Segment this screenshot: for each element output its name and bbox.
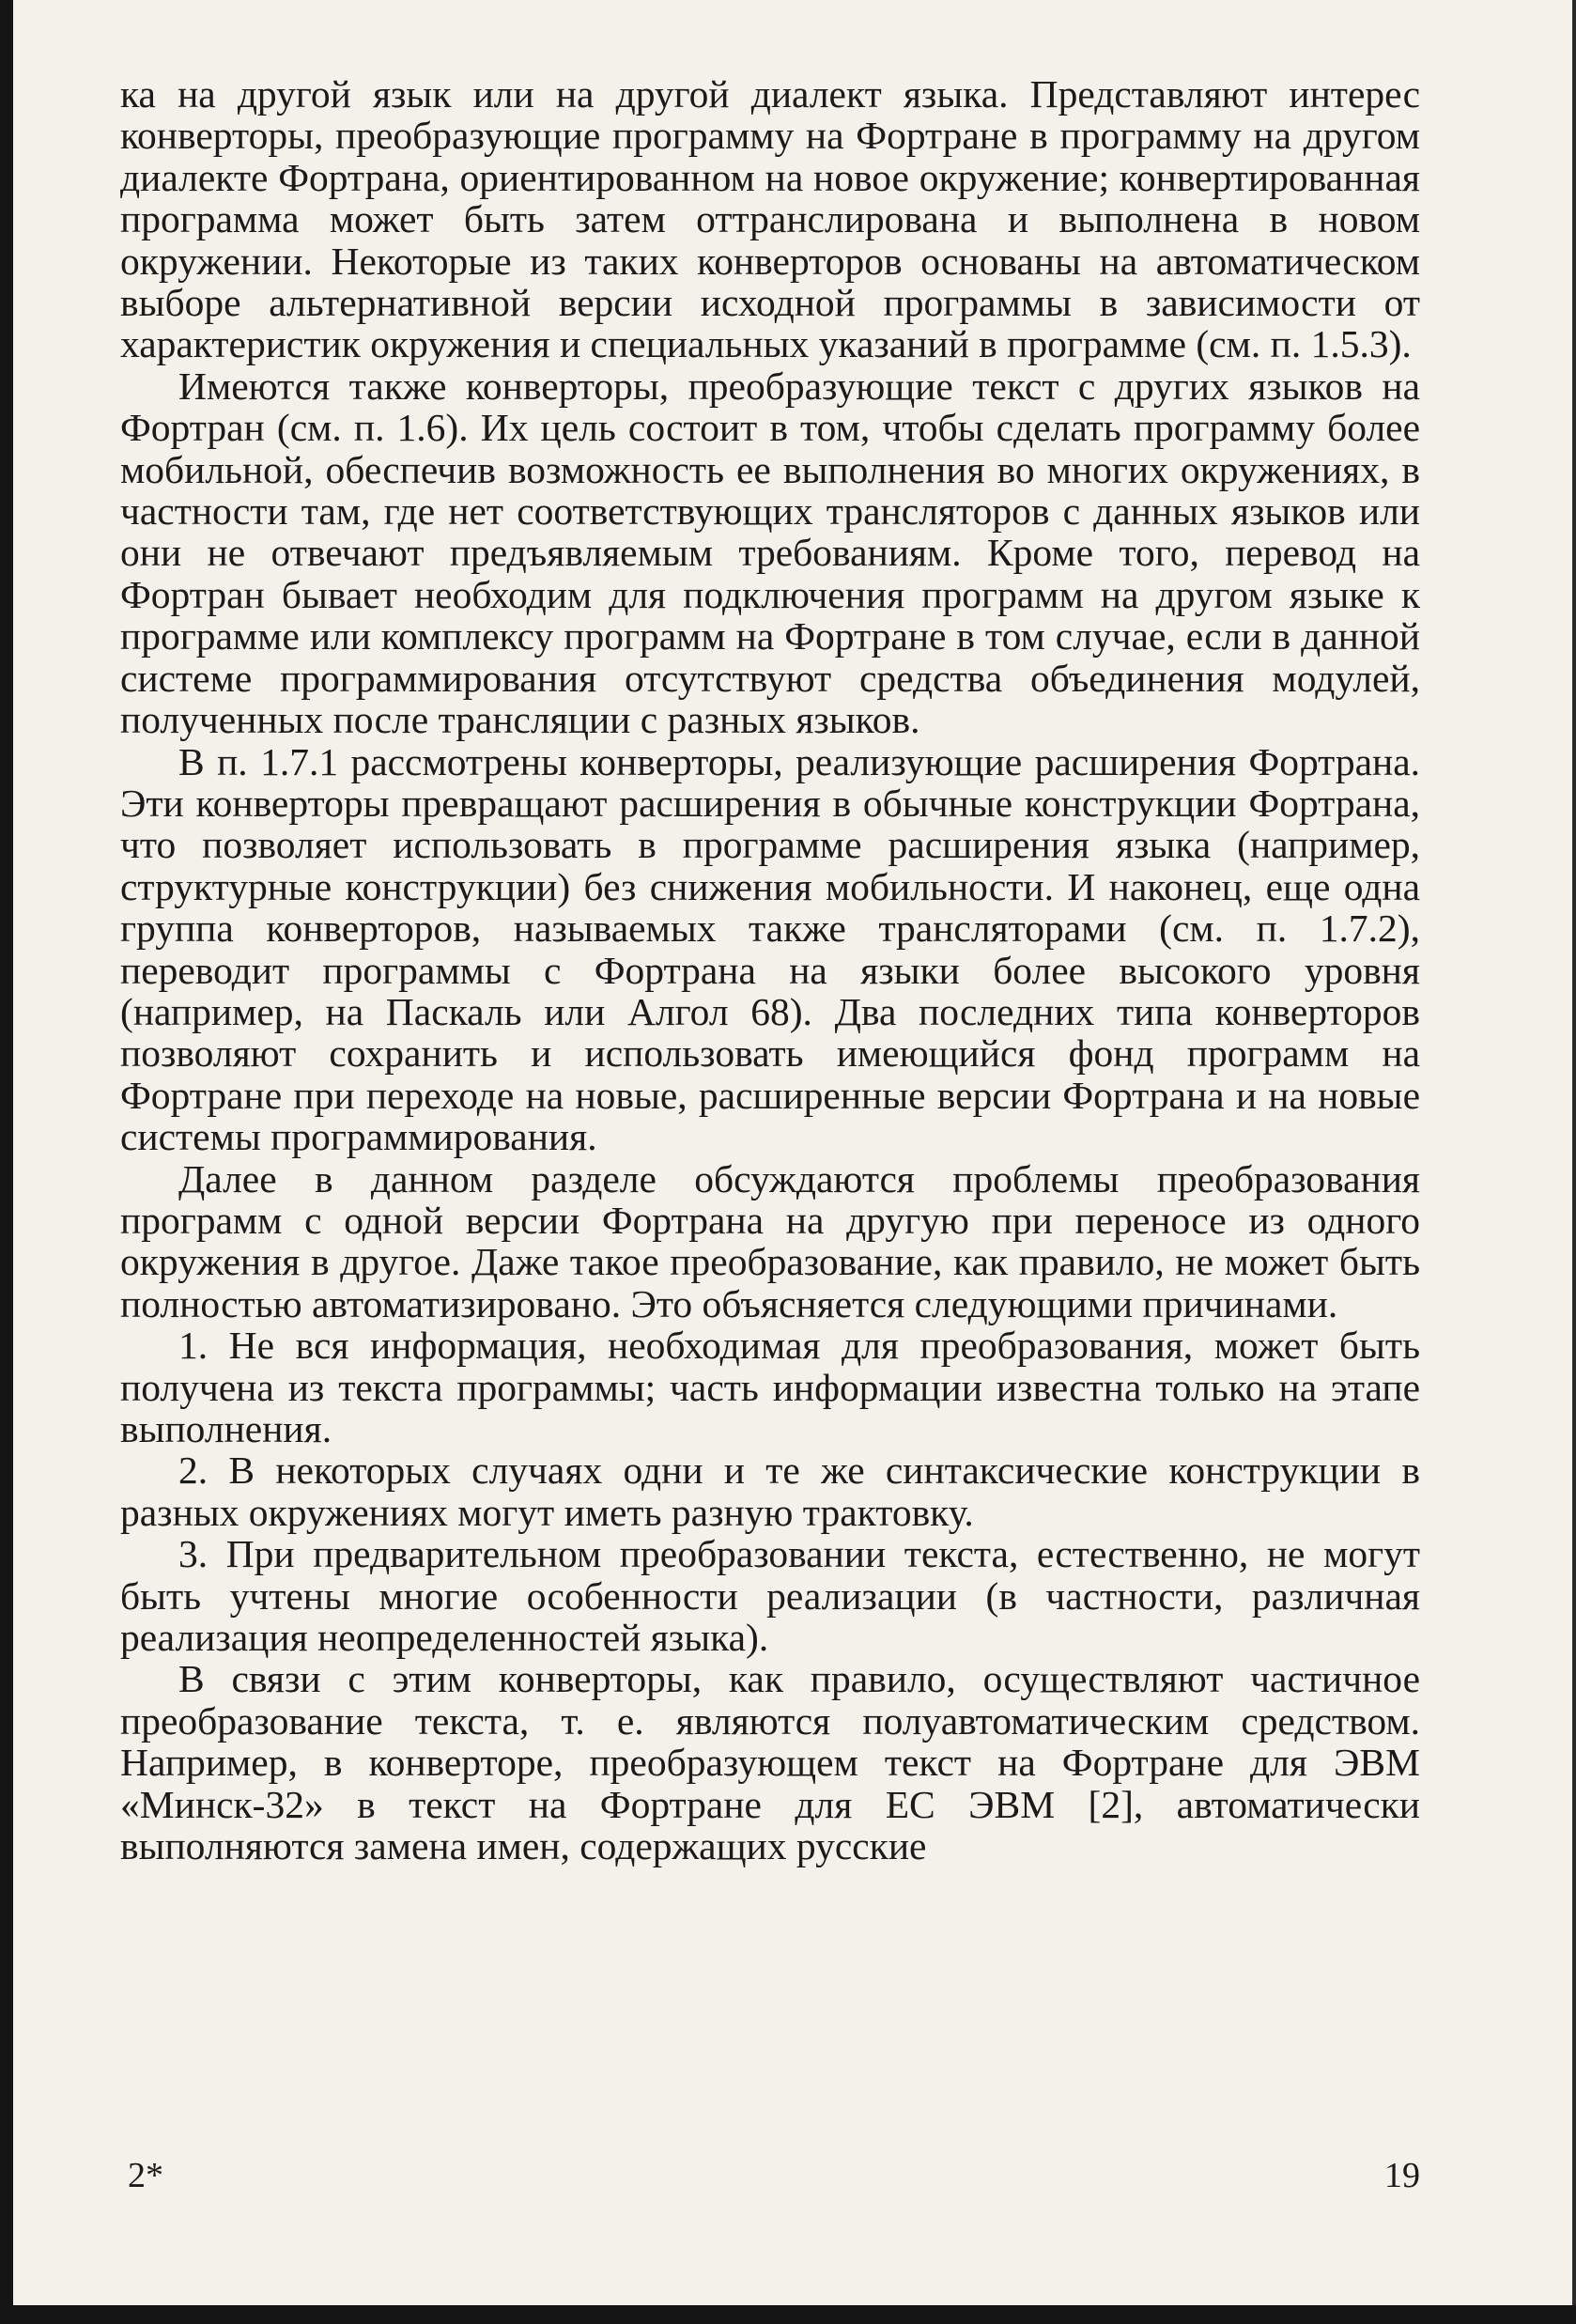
scan-edge-left	[0, 0, 13, 2324]
paragraph-other-languages: Имеются также конверторы, преобразующие текст с других языков на Фортран (см. п. 1.6). Их цель состоит в том, чтобы сделать программу более мобильной, обеспечив возможность ее выполнения во многих окружениях, в частности там, где нет соответствующих трансляторов с данных языков или они не отвечают предъявляемым требованиям. Кроме того, перевод на Фортран бывает необходим для подключения программ на другом языке к программе или комплексу программ на Фортране в том случае, если в данной системе программирования отсутствуют средства объединения модулей, полученных после трансляции с разных языков.	[120, 364, 1420, 742]
list-item-1: 1. Не вся информация, необходимая для преобразования, может быть получена из текста программы; часть информации известна только на этапе выполнения.	[120, 1324, 1420, 1450]
printer-signature-mark: 2*	[128, 2156, 163, 2195]
paragraph-partial-conversion: В связи с этим конверторы, как правило, осуществляют частичное преобразование текста, т. е. являются полуавтоматическим средством. Например, в конверторе, преобразующем текст на Фортране для ЭВМ «Минск-32» в текст на Фортране для ЕС ЭВМ [2], автоматически выполняются замена имен, содержащих русские	[120, 1657, 1420, 1868]
page-text	[120, 73, 1420, 1867]
list-item-2: 2. В некоторых случаях одни и те же синтаксические конструкции в разных окружениях могут иметь разную трактовку.	[120, 1449, 1420, 1534]
scan-edge-bottom	[0, 2305, 1576, 2324]
page-number: 19	[1384, 2156, 1420, 2195]
paragraph-problems-intro: Далее в данном разделе обсуждаются проблемы преобразования программ с одной версии Фортрана на другую при переносе из одного окружения в другое. Даже такое преобразование, как правило, не может быть полностью автоматизировано. Это объясняется следующими причинами.	[120, 1156, 1420, 1325]
paragraph-extensions: В п. 1.7.1 рассмотрены конверторы, реализующие расширения Фортрана. Эти конверторы превращают расширения в обычные конструкции Фортрана, что позволяет использовать в программе расширения языка (например, структурные конструкции) без снижения мобильности. И наконец, еще одна группа конверторов, называемых также трансляторами (см. п. 1.7.2), переводит программы с Фортрана на языки более высокого уровня (например, на Паскаль или Алгол 68). Два последних типа конверторов позволяют сохранить и использовать имеющийся фонд программ на Фортране при переходе на новые, расширенные версии Фортрана и на новые системы программирования.	[120, 739, 1420, 1159]
list-item-3: 3. При предварительном преобразовании текста, естественно, не могут быть учтены многие особенности реализации (в частности, различная реализация неопределенностей языка).	[120, 1532, 1420, 1660]
paragraph-continuation: ка на другой язык или на другой диалект языка. Представляют интерес конверторы, преобразующие программу на Фортране в программу на другом диалекте Фортрана, ориентированном на новое окружение; конвертированная программа может быть затем оттранслирована и выполнена в новом окружении. Некоторые из таких конверторов основаны на автоматическом выборе альтернативной версии исходной программы в зависимости от характеристик окружения и специальных указаний в программе (см. п. 1.5.3).	[120, 72, 1420, 366]
scan-edge-right	[1572, 0, 1576, 2324]
page-footer	[120, 2155, 1420, 2202]
